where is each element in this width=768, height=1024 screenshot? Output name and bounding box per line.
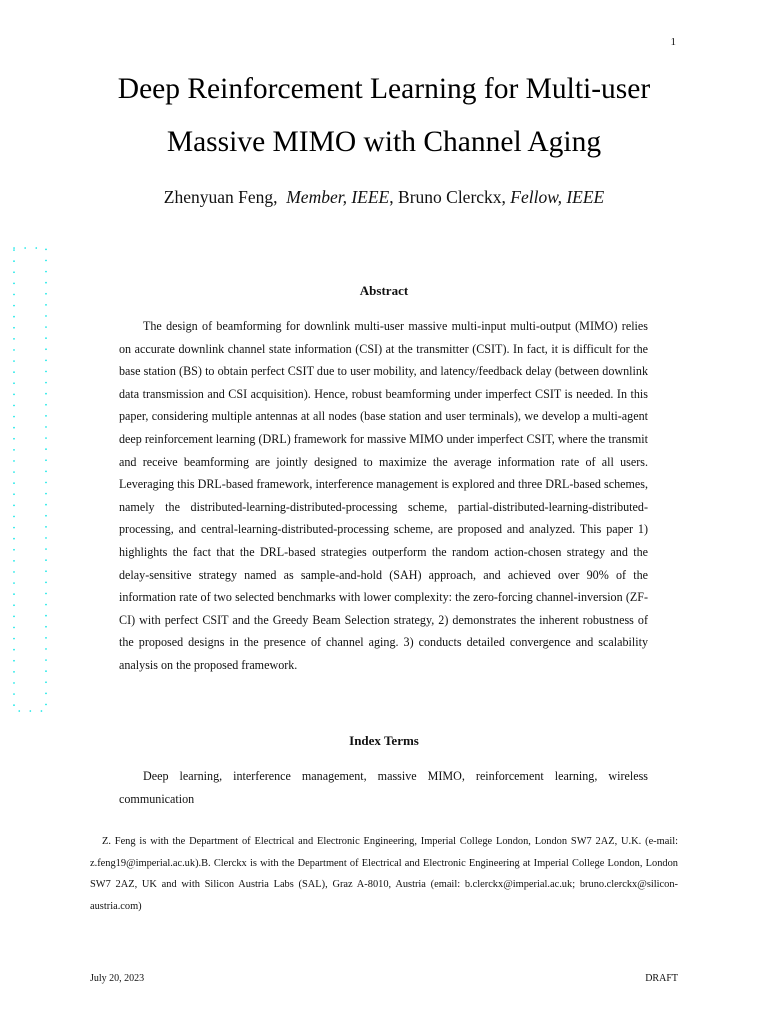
footer-date: July 20, 2023 bbox=[90, 973, 145, 984]
paper-title-line-2: Massive MIMO with Channel Aging bbox=[166, 126, 602, 158]
author-line bbox=[60, 187, 708, 208]
abstract-heading: Abstract bbox=[359, 283, 409, 298]
index-terms-text: Deep learning, interference management, massive MIMO, reinforcement learning, wireless communication bbox=[119, 769, 648, 806]
author-2-affiliation: Fellow, IEEE bbox=[510, 187, 605, 207]
author-2-name: , Bruno Clerckx, bbox=[389, 187, 506, 207]
dotted-link-frame bbox=[13, 247, 47, 712]
paper-title-line-1: Deep Reinforcement Learning for Multi-user bbox=[117, 73, 651, 105]
page-number: 1 bbox=[670, 36, 676, 48]
abstract-text: The design of beamforming for downlink multi-user massive multi-input multi-output (MIMO) relies on accurate downlink channel state information (CSI) at the transmitter (CSIT). In fact, it is difficult for the base station (BS) to obtain perfect CSIT due to user mobility, and latency/feedback delay (between downlink data transmission and CSI acquisition). Hence, robust beamforming under imperfect CSIT is needed. In this paper, considering multiple antennas at all nodes (base station and user terminals), we develop a multi-agent deep reinforcement learning (DRL) framework for massive MIMO under imperfect CSIT, where the transmit and receive beamforming are jointly designed to maximize the average information rate of all users. Leveraging this DRL-based framework, interference management is explored and three DRL-based schemes, namely the distributed-learning-distributed-processing scheme, partial-distributed-learning-distributed-processing, and central-learning-distributed-processing scheme, are proposed and analyzed. This paper 1) highlights the fact that the DRL-based strategies outperform the random action-chosen strategy and the delay-sensitive strategy named as sample-and-hold (SAH) approach, and achieved over 90% of the information rate of two selected benchmarks with lower complexity: the zero-forcing channel-inversion (ZF-CI) with perfect CSIT and the Greedy Beam Selection strategy, 2) demonstrates the inherent robustness of the proposed designs in the presence of channel aging. 3) conducts detailed convergence and scalability analysis on the proposed framework. bbox=[119, 319, 648, 672]
index-terms-heading: Index Terms bbox=[349, 733, 419, 748]
author-1-affiliation: Member, IEEE bbox=[286, 187, 390, 207]
author-1-name: Zhenyuan Feng, bbox=[163, 187, 278, 207]
footer-draft-label: DRAFT bbox=[645, 973, 678, 984]
dotted-link-frame-outline bbox=[14, 248, 46, 711]
author-affiliation-footnote: Z. Feng is with the Department of Electrical and Electronic Engineering, Imperial College London, London SW7 2AZ, U.K. (e-mail: z.feng19@imperial.ac.uk).B. Clerckx is with the Department of Electrical and Electronic Engineering at Imperial College London, London SW7 2AZ, UK and with Silicon Austria Labs (SAL), Graz A-8010, Austria (email: b.clerckx@imperial.ac.uk; bruno.clerckx@silicon-austria.com) bbox=[90, 836, 678, 912]
